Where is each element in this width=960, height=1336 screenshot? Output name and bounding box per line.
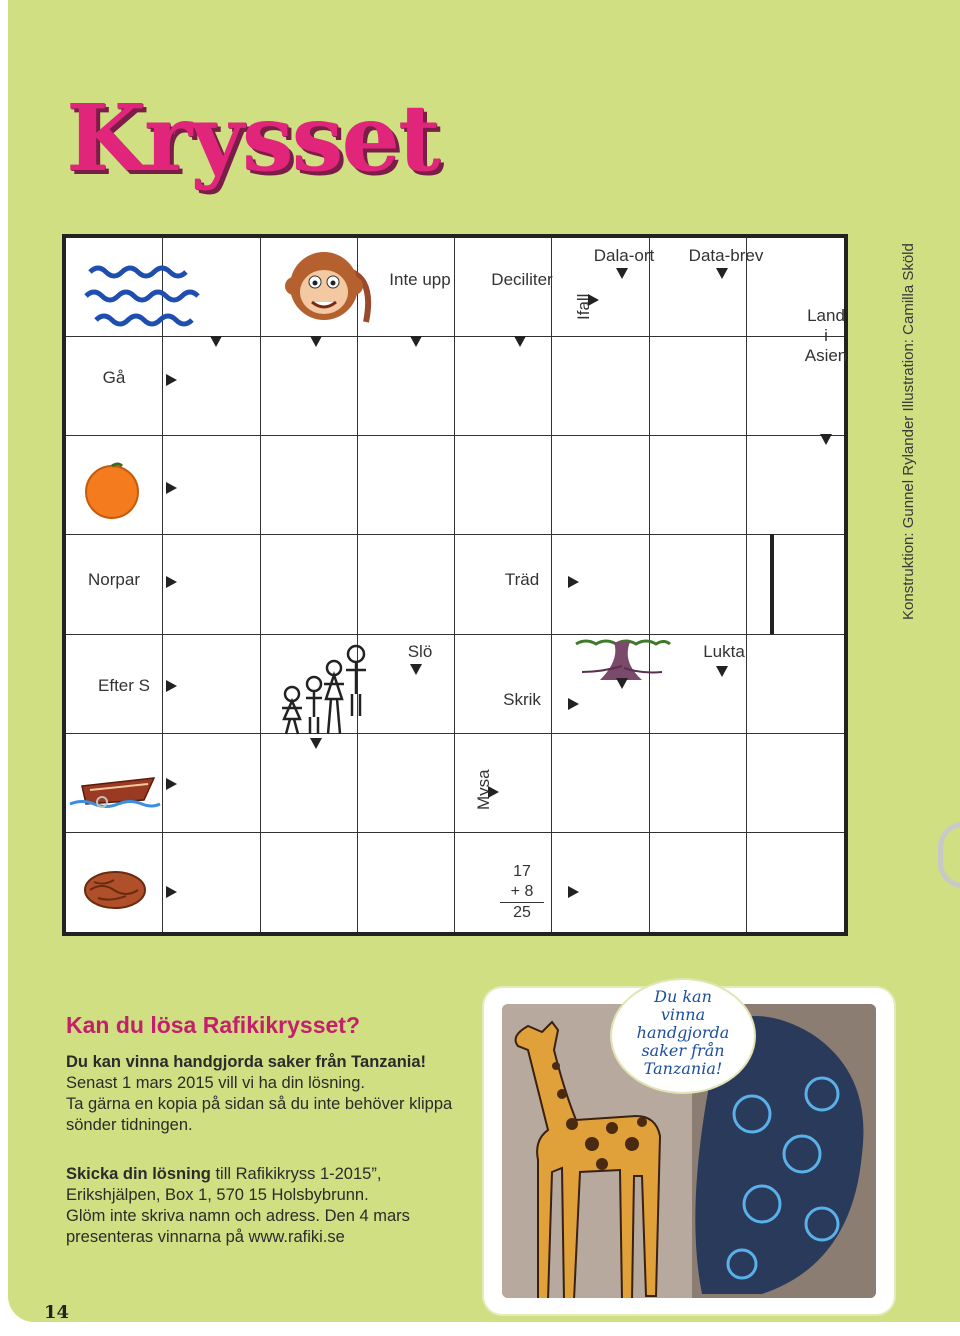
grid-cell[interactable] (552, 436, 649, 535)
bubble-line-4: saker från (641, 1041, 725, 1060)
grid-cell[interactable] (455, 337, 552, 436)
grid-cell[interactable] (650, 436, 747, 535)
arrow-right-icon (166, 576, 177, 588)
clue-norpar: Norpar (88, 570, 140, 589)
clue-trad: Träd (504, 570, 540, 589)
stick-figures-picture-clue (278, 640, 372, 736)
arrow-down-icon (616, 678, 628, 689)
waves-picture-clue (82, 254, 212, 334)
grid-cell[interactable] (552, 734, 649, 833)
grid-cell[interactable] (163, 436, 260, 535)
clue-math (474, 862, 570, 923)
thick-divider (770, 534, 774, 634)
arrow-right-icon (166, 374, 177, 386)
grid-cell[interactable] (747, 436, 844, 535)
clue-inte-upp: Inte upp (389, 270, 451, 289)
clue-land-i-asien (778, 306, 874, 366)
contest-copy-tip: Ta gärna en kopia på sidan så du inte behöver klippa sönder tidningen. (66, 1095, 453, 1134)
send-address: Erikshjälpen, Box 1, 570 15 Holsbybrunn. (66, 1186, 369, 1204)
grid-cell[interactable] (650, 833, 747, 932)
arrow-right-icon (588, 294, 599, 306)
send-bold: Skicka din lösning (66, 1165, 211, 1183)
send-line (66, 1164, 526, 1185)
arrow-right-icon (568, 886, 579, 898)
grid-cell[interactable] (747, 535, 844, 634)
contest-instructions (66, 1052, 486, 1136)
clue-mysa: Mysa (474, 769, 493, 810)
grid-cell[interactable] (650, 337, 747, 436)
orange-picture-clue (82, 460, 142, 520)
clue-land-line3: Asien (804, 346, 848, 365)
arrow-right-icon (568, 576, 579, 588)
crossword-grid (62, 234, 848, 936)
page-title: Krysset (66, 84, 439, 192)
clue-efter-s: Efter S (98, 676, 150, 695)
grid-cell[interactable] (747, 833, 844, 932)
clue-lukta: Lukta (703, 642, 745, 661)
arrow-down-icon (716, 666, 728, 677)
clue-land-line1: Land (807, 306, 845, 325)
arrow-right-icon (488, 786, 499, 798)
grid-cell[interactable] (747, 734, 844, 833)
send-rest: till Rafikikryss 1-2015”, (210, 1165, 382, 1183)
page-number: 14 (44, 1302, 70, 1323)
grid-cell[interactable] (358, 535, 455, 634)
arrow-right-icon (166, 886, 177, 898)
grid-cell[interactable] (261, 337, 358, 436)
grid-cell[interactable] (163, 535, 260, 634)
grid-cell[interactable] (163, 734, 260, 833)
bubble-line-5: Tanzania! (643, 1059, 723, 1078)
arrow-down-icon (210, 336, 222, 347)
grid-cell[interactable] (163, 337, 260, 436)
contest-deadline: Senast 1 mars 2015 vill vi ha din lösning. (66, 1074, 365, 1092)
arrow-down-icon (514, 336, 526, 347)
monkey-picture-clue (284, 242, 374, 334)
arrow-down-icon (410, 664, 422, 675)
clue-land-line2: i (824, 326, 828, 345)
grid-cell[interactable] (455, 734, 552, 833)
bubble-line-2: vinna (660, 1005, 706, 1024)
bubble-line-1: Du kan (654, 987, 712, 1006)
clue-dala-ort: Dala-ort (593, 246, 655, 265)
grid-cell[interactable] (650, 535, 747, 634)
arrow-down-icon (410, 336, 422, 347)
contest-intro: Du kan vinna handgjorda saker från Tanzania! (66, 1053, 427, 1071)
arrow-right-icon (166, 778, 177, 790)
grid-cell[interactable] (650, 734, 747, 833)
grid-cell[interactable] (455, 635, 552, 734)
math-25: 25 (513, 904, 531, 921)
nut-picture-clue (80, 868, 150, 912)
clue-ga: Gå (102, 368, 126, 387)
bubble-line-3: handgjorda (636, 1023, 730, 1042)
grid-cell[interactable] (358, 833, 455, 932)
arrow-down-icon (716, 268, 728, 279)
tree-picture-clue (574, 636, 672, 682)
contest-heading: Kan du lösa Rafikikrysset? (66, 1012, 360, 1038)
send-announce: presenteras vinnarna på www.rafiki.se (66, 1228, 345, 1246)
math-plus-8: + 8 (500, 882, 544, 903)
arrow-down-icon (310, 336, 322, 347)
arrow-down-icon (616, 268, 628, 279)
grid-cell[interactable] (261, 535, 358, 634)
arrow-down-icon (310, 738, 322, 749)
grid-cell[interactable] (455, 436, 552, 535)
clue-skrik: Skrik (503, 690, 541, 709)
grid-cell[interactable] (358, 337, 455, 436)
send-reminder: Glöm inte skriva namn och adress. Den 4 mars (66, 1207, 410, 1225)
grid-cell[interactable] (358, 436, 455, 535)
grid-cell[interactable] (261, 436, 358, 535)
contest-send-info (66, 1164, 526, 1248)
arrow-down-icon (820, 434, 832, 445)
boat-picture-clue (68, 772, 162, 812)
clue-data-brev: Data-brev (688, 246, 764, 265)
arrow-right-icon (166, 680, 177, 692)
bubble-text (616, 988, 750, 1078)
grid-cell[interactable] (163, 833, 260, 932)
clue-ifall: Ifall (574, 293, 593, 320)
math-17: 17 (513, 863, 531, 880)
arrow-right-icon (166, 482, 177, 494)
arrow-right-icon (568, 698, 579, 710)
clue-deciliter: Deciliter (491, 270, 553, 289)
grid-cell[interactable] (261, 833, 358, 932)
grid-cell[interactable] (552, 337, 649, 436)
clue-slo: Slö (407, 642, 433, 661)
credit-line: Konstruktion: Gunnel Rylander Illustration: Camilla Sköld (900, 243, 917, 620)
grid-cell[interactable] (358, 734, 455, 833)
